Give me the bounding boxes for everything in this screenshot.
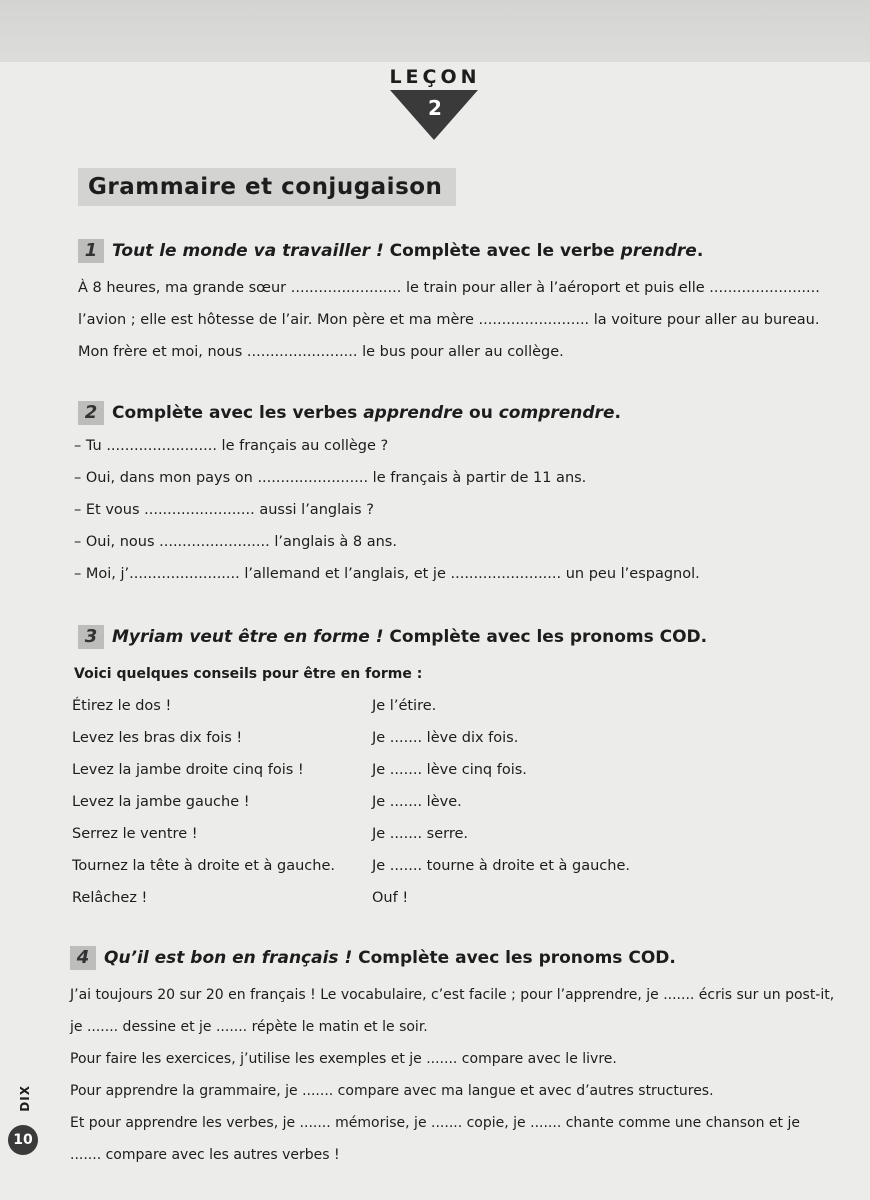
exercise-title-end: . bbox=[614, 403, 621, 423]
advice-right: Ouf ! bbox=[372, 890, 409, 906]
text-line: ....... compare avec les autres verbes ! bbox=[70, 1147, 340, 1163]
advice-right: Je ....... tourne à droite et à gauche. bbox=[372, 858, 630, 874]
exercise-3 bbox=[72, 624, 838, 914]
exercise-number: 3 bbox=[78, 625, 104, 649]
text-line: l’avion ; elle est hôtesse de l’air. Mon père et ma mère ........................ la voiture pour aller au bureau. bbox=[78, 312, 820, 328]
dialogue-line: – Oui, nous ........................ l’anglais à 8 ans. bbox=[74, 534, 397, 550]
exercise-2 bbox=[74, 400, 700, 590]
exercise-4-heading bbox=[70, 945, 834, 971]
advice-left: Relâchez ! bbox=[72, 890, 148, 906]
exercise-title-italic: Tout le monde va travailler ! bbox=[112, 241, 384, 261]
exercise-verb: apprendre bbox=[363, 403, 464, 423]
advice-left: Levez les bras dix fois ! bbox=[72, 730, 243, 746]
dialogue-line: – Oui, dans mon pays on ........................ le français à partir de 11 ans. bbox=[74, 470, 587, 486]
advice-right: Je l’étire. bbox=[372, 698, 437, 714]
exercise-title-end: . bbox=[696, 241, 704, 261]
exercise-1-heading bbox=[78, 238, 820, 264]
exercise-title-italic: Qu’il est bon en français ! bbox=[104, 948, 353, 968]
advice-left: Levez la jambe droite cinq fois ! bbox=[72, 762, 304, 778]
exercise-3-heading bbox=[78, 624, 838, 650]
text-line: Mon frère et moi, nous ........................ le bus pour aller au collège. bbox=[78, 344, 564, 360]
advice-right: Je ....... lève cinq fois. bbox=[372, 762, 527, 778]
text-line: J’ai toujours 20 sur 20 en français ! Le vocabulaire, c’est facile ; pour l’apprendre, je ....... écris sur un post-it, bbox=[70, 987, 835, 1003]
page-word: DIX bbox=[18, 1085, 32, 1112]
exercise-intro: Voici quelques conseils pour être en forme : bbox=[74, 666, 423, 682]
advice-left: Étirez le dos ! bbox=[72, 698, 172, 714]
exercise-4 bbox=[70, 945, 834, 1171]
advice-right: Je ....... lève. bbox=[372, 794, 462, 810]
exercise-instruction: Complète avec les pronoms COD. bbox=[352, 948, 676, 968]
exercise-1 bbox=[78, 238, 820, 368]
text-line: Et pour apprendre les verbes, je ....... mémorise, je ....... copie, je ....... chante comme une chanson et je bbox=[70, 1115, 800, 1131]
section-title: Grammaire et conjugaison bbox=[78, 168, 456, 206]
exercise-instruction: Complète avec les pronoms COD. bbox=[383, 627, 708, 647]
exercise-number: 2 bbox=[78, 401, 104, 425]
text-line: je ....... dessine et je ....... répète le matin et le soir. bbox=[70, 1019, 428, 1035]
exercise-verb: comprendre bbox=[498, 403, 615, 423]
dialogue-line: – Et vous ........................ aussi l’anglais ? bbox=[74, 502, 374, 518]
exercise-number: 1 bbox=[78, 239, 104, 263]
advice-left: Serrez le ventre ! bbox=[72, 826, 198, 842]
exercise-instruction-or: ou bbox=[463, 403, 499, 423]
lesson-label: LEÇON bbox=[389, 66, 481, 88]
advice-right: Je ....... serre. bbox=[372, 826, 469, 842]
exercise-verb: prendre bbox=[620, 241, 697, 261]
dialogue-line: – Moi, j’........................ l’allemand et l’anglais, et je ........................ un peu l’espagnol. bbox=[74, 566, 700, 582]
advice-table bbox=[72, 690, 838, 914]
dialogue-line: – Tu ........................ le français au collège ? bbox=[74, 438, 389, 454]
advice-left: Levez la jambe gauche ! bbox=[72, 794, 250, 810]
exercise-number: 4 bbox=[70, 946, 96, 970]
lesson-badge bbox=[380, 66, 490, 120]
page-top-edge bbox=[0, 0, 870, 62]
exercise-title-italic: Myriam veut être en forme ! bbox=[112, 627, 384, 647]
text-line: Pour faire les exercices, j’utilise les exemples et je ....... compare avec le livre. bbox=[70, 1051, 617, 1067]
exercise-instruction: Complète avec le verbe bbox=[383, 241, 621, 261]
lesson-number: 2 bbox=[428, 96, 442, 120]
advice-right: Je ....... lève dix fois. bbox=[372, 730, 519, 746]
exercise-2-heading bbox=[78, 400, 700, 426]
exercise-instruction: Complète avec les verbes bbox=[112, 403, 364, 423]
page-number: 10 bbox=[8, 1125, 38, 1155]
text-line: À 8 heures, ma grande sœur ........................ le train pour aller à l’aéroport et puis elle ........................ bbox=[78, 280, 820, 296]
text-line: Pour apprendre la grammaire, je ....... compare avec ma langue et avec d’autres structures. bbox=[70, 1083, 714, 1099]
advice-left: Tournez la tête à droite et à gauche. bbox=[72, 858, 335, 874]
